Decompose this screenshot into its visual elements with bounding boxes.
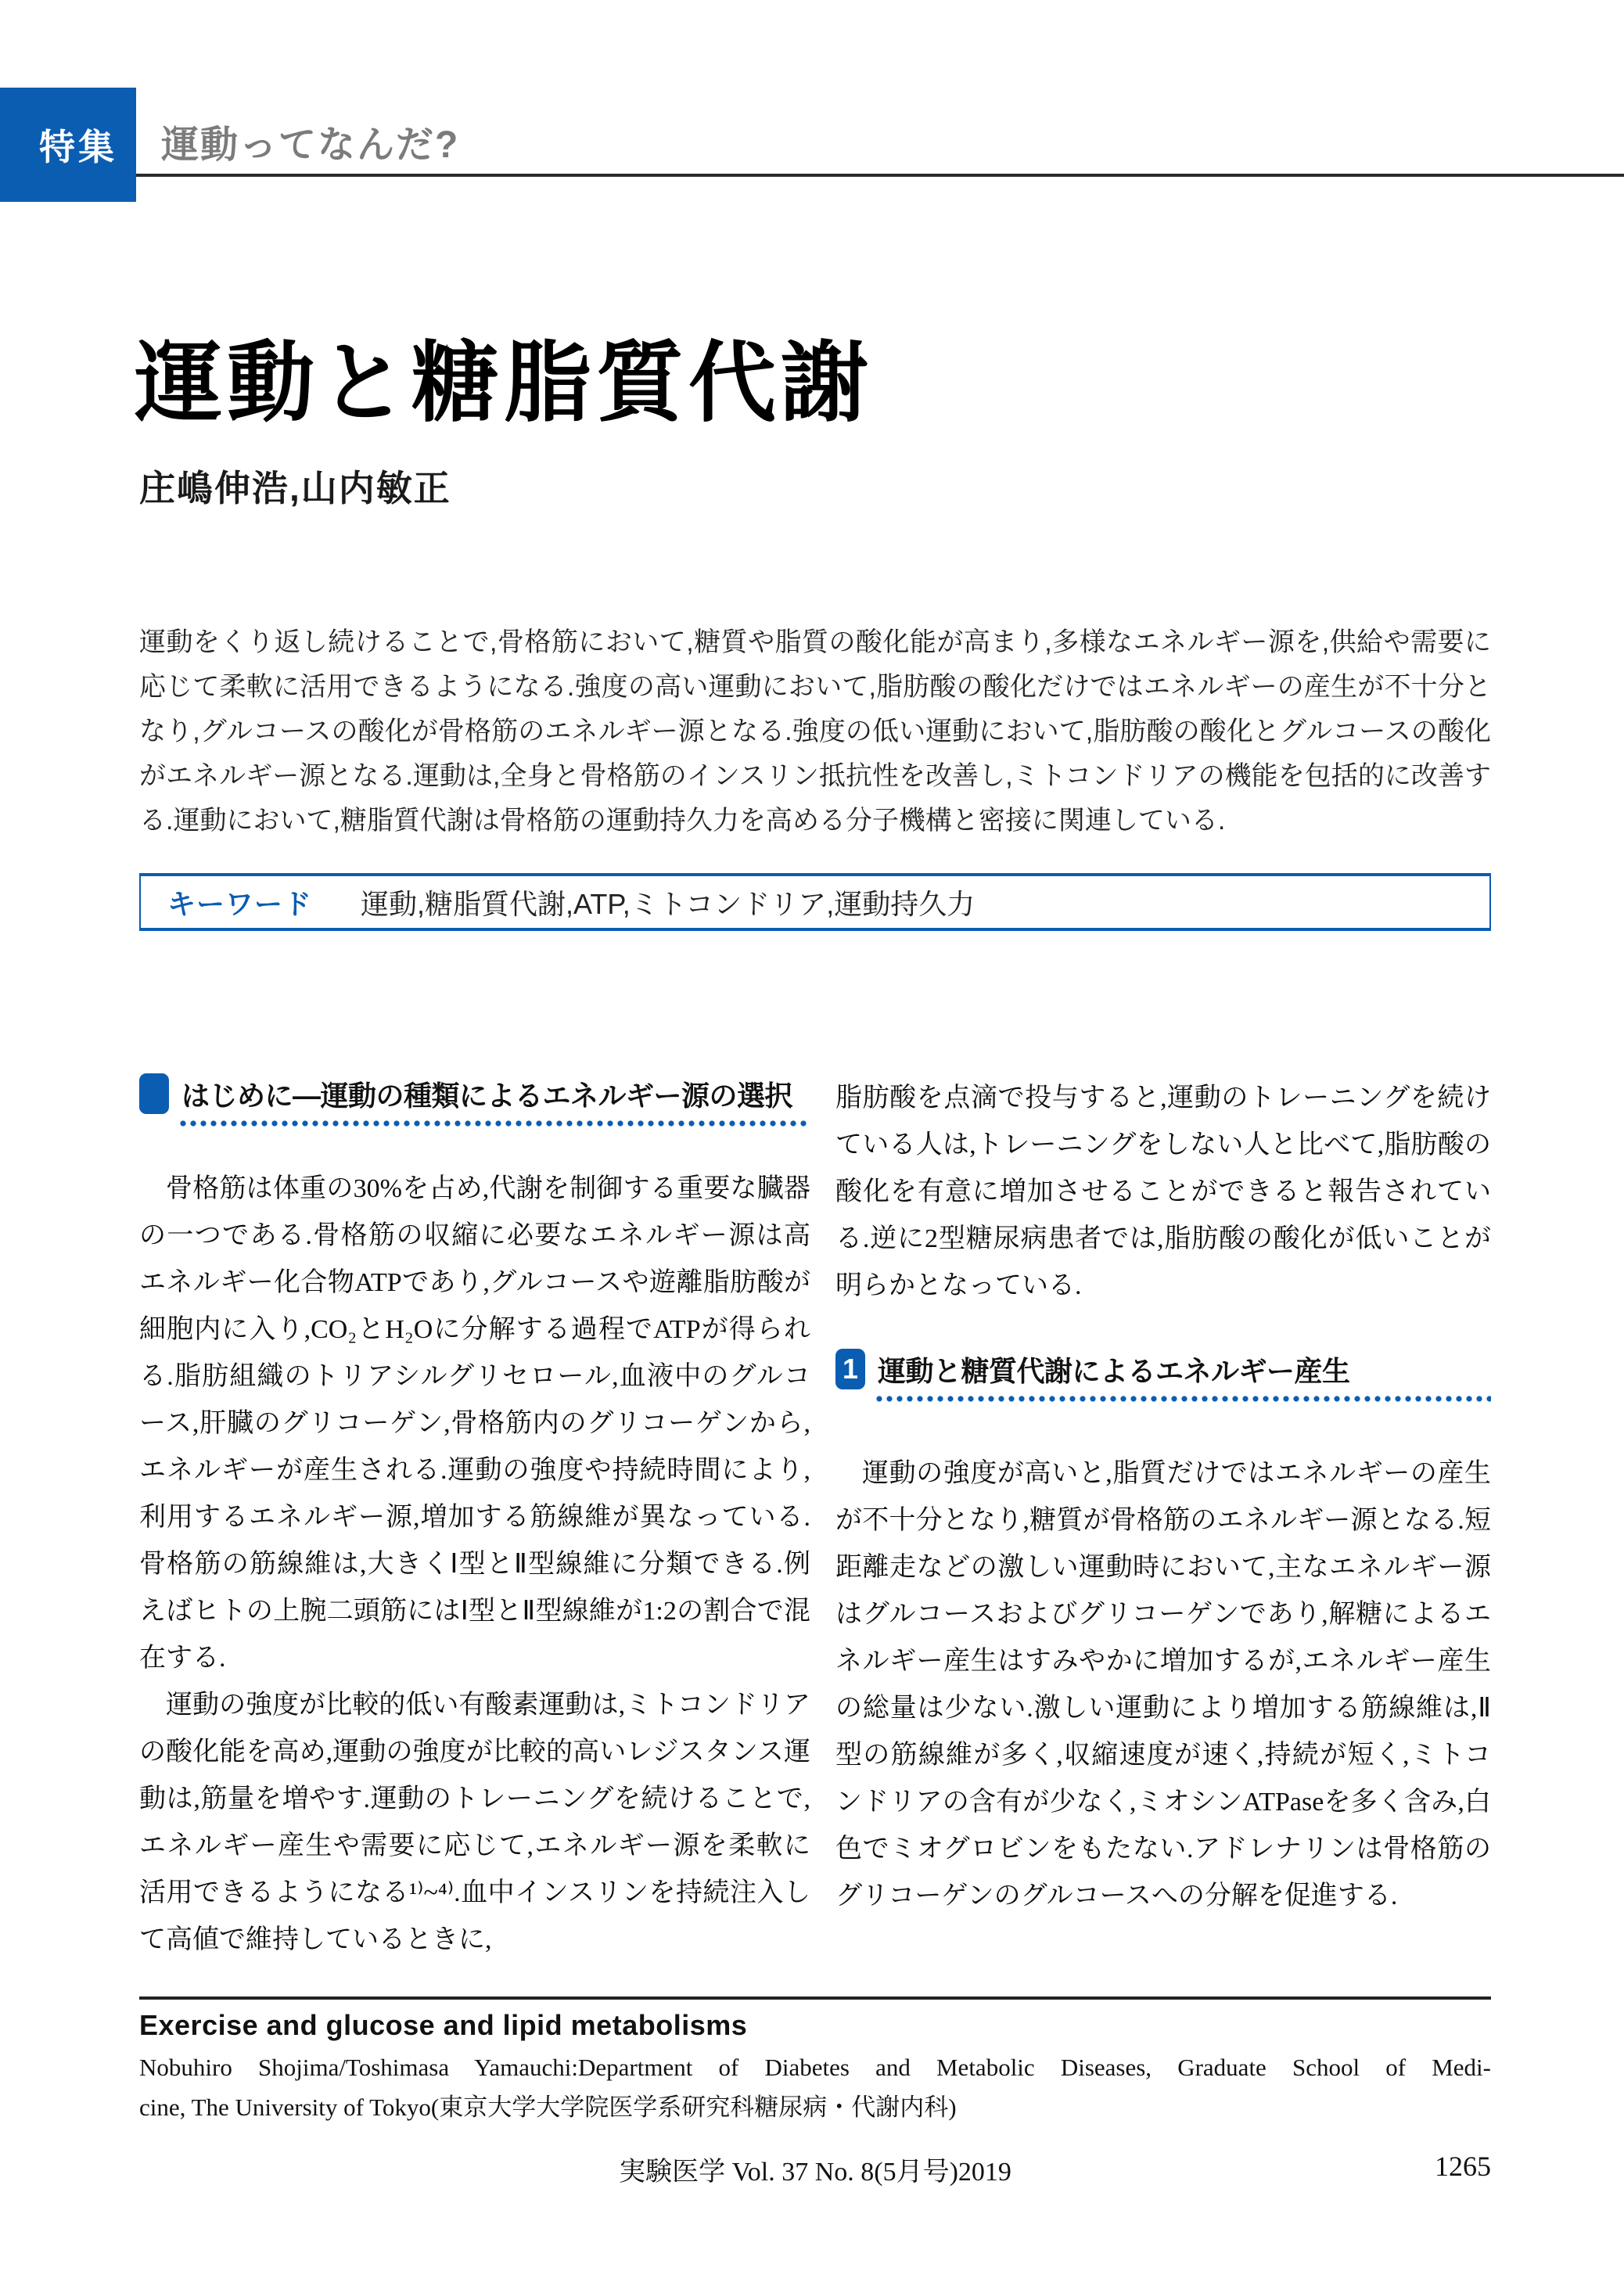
- intro-section-title: はじめに―運動の種類によるエネルギー源の選択: [181, 1079, 793, 1112]
- section1-header: [835, 1349, 1491, 1402]
- footnote-divider: [139, 1996, 1491, 2000]
- dotted-underline: [180, 1120, 810, 1127]
- dotted-underline: [876, 1396, 1491, 1402]
- section1-number: 1: [842, 1353, 859, 1385]
- article-authors: 庄嶋伸浩,山内敏正: [139, 468, 451, 509]
- feature-series-title: 運動ってなんだ?: [161, 124, 460, 166]
- intro-section-header: [139, 1073, 810, 1127]
- abstract-text: 運動をくり返し続けることで,骨格筋において,糖質や脂質の酸化能が高まり,多様なエネルギー源を,供給や需要に応じて柔軟に活用できるようになる.強度の高い運動において,脂肪酸の酸化だけではエネルギーの産生が不十分となり,グルコースの酸化が骨格筋のエネルギー源となる.強度の低い運動において,脂肪酸の酸化とグルコースの酸化がエネルギー源となる.運動は,全身と骨格筋のインスリン抵抗性を改善し,ミトコンドリアの機能を包括的に改善する.運動において,糖脂質代謝は骨格筋の運動持久力を高める分子機構と密接に関連している.: [139, 627, 1492, 836]
- header-divider: [136, 174, 1624, 177]
- english-title: Exercise and glucose and lipid metabolisms: [139, 2009, 748, 2041]
- body-columns: [139, 1073, 1491, 1964]
- keywords-box: [139, 873, 1491, 931]
- left-column: [139, 1073, 810, 1964]
- intro-paragraph-1: 骨格筋は体重の30%を占め,代謝を制御する重要な臓器の一つである.骨格筋の収縮に必要なエネルギー源は高エネルギー化合物ATPであり,グルコースや遊離脂肪酸が細胞内に入り,CO₂とH₂Oに分解する過程でATPが得られる.脂肪組織のトリアシルグリセロール,血液中のグルコース,肝臓のグリコーゲン,骨格筋内のグリコーゲンから,エネルギーが産生される.運動の強度や持続時間により,利用するエネルギー源,増加する筋線維が異なっている.骨格筋の筋線維は,大きくⅠ型とⅡ型線維に分類できる.例えばヒトの上腕二頭筋にはⅠ型とⅡ型線維が1:2の割合で混在する.: [139, 1174, 810, 1673]
- feature-label-box: [0, 88, 136, 202]
- page-footer: [139, 2150, 1491, 2187]
- journal-issue-info: 実験医学 Vol. 37 No. 8(5月号)2019: [619, 2158, 1011, 2187]
- keywords-list: 運動,糖脂質代謝,ATP,ミトコンドリア,運動持久力: [361, 887, 975, 920]
- intro-paragraph-2: 運動の強度が比較的低い有酸素運動は,ミトコンドリアの酸化能を高め,運動の強度が比較的高いレジスタンス運動は,筋量を増やす.運動のトレーニングを続けることで,エネルギー産生や需要に応じて,エネルギー源を柔軟に活用できるようになる¹⁾~⁴⁾.血中インスリンを持続注入して高値で維持しているときに,: [139, 1691, 810, 1954]
- section-marker-icon: [139, 1073, 169, 1114]
- feature-label: 特集: [39, 127, 117, 167]
- right-column: [835, 1073, 1491, 1920]
- section1-paragraph-1: 運動の強度が高いと,脂質だけではエネルギーの産生が不十分となり,糖質が骨格筋のエネルギー源となる.短距離走などの激しい運動時において,主なエネルギー源はグルコースおよびグリコーゲンであり,解糖によるエネルギー産生はすみやかに増加するが,エネルギー産生の総量は少ない.激しい運動により増加する筋線維は,Ⅱ型の筋線維が多く,収縮速度が速く,持続が短く,ミトコンドリアの含有が少なく,ミオシンATPaseを多く含み,白色でミオグロビンをもたない.アドレナリンは骨格筋のグリコーゲンのグルコースへの分解を促進する.: [835, 1459, 1491, 1910]
- section1-title: 運動と糖質代謝によるエネルギー産生: [878, 1354, 1350, 1387]
- section1-number-badge: [835, 1349, 865, 1389]
- intro-paragraph-continuation: 脂肪酸を点滴で投与すると,運動のトレーニングを続けている人は,トレーニングをしない人と比べて,脂肪酸の酸化を有意に増加させることができると報告されている.逆に2型糖尿病患者では,脂肪酸の酸化が低いことが明らかとなっている.: [835, 1084, 1491, 1300]
- affiliation-line-2: cine, The University of Tokyo(東京大学大学院医学系研究科糖尿病・代謝内科): [139, 2094, 957, 2121]
- page-number: 1265: [1435, 2151, 1491, 2182]
- footnote-block: [139, 2009, 1491, 2125]
- article-title: 運動と糖脂質代謝: [135, 334, 873, 432]
- affiliation-line-1: Nobuhiro Shojima/Toshimasa Yamauchi:Department of Diabetes and Metabolic Diseases, Graduate School of Medi-: [139, 2054, 1491, 2081]
- keywords-label: キーワード: [167, 887, 313, 920]
